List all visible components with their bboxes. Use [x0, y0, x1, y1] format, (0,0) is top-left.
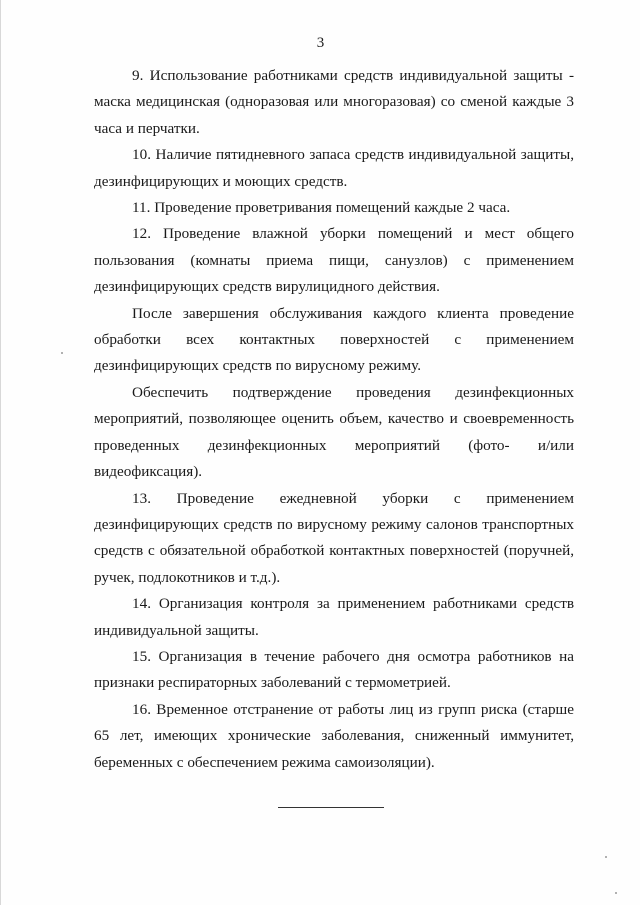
- paragraph-item-14: 14. Организация контроля за применением работниками средств индивидуальной защиты.: [94, 595, 574, 639]
- scan-speck: [615, 892, 617, 894]
- paragraph-after-service: После завершения обслуживания каждого клиента проведение обработки всех контактных поверхностей с применением дезинфицирующих средств по вирусному режиму.: [94, 304, 574, 375]
- scan-speck: [61, 352, 63, 354]
- paragraph-item-12: 12. Проведение влажной уборки помещений и мест общего пользования (комнаты приема пищи, санузлов) с применением дезинфицирующих средств вирулицидного действия.: [94, 225, 574, 296]
- scan-speck: [605, 856, 607, 858]
- paragraph-item-11: 11. Проведение проветривания помещений каждые 2 часа.: [132, 199, 511, 217]
- paragraph-item-9: 9. Использование работниками средств индивидуальной защиты - маска медицинская (одноразовая или многоразовая) со сменой каждые 3 часа и перчатки.: [94, 67, 574, 137]
- paragraph-item-13: 13. Проведение ежедневной уборки с применением дезинфицирующих средств по вирусному режиму салонов транспортных средств с обязательной обработкой контактных поверхностей (поручней, ручек, подлокотников и т.д.).: [94, 489, 574, 586]
- paragraph-item-16: 16. Временное отстранение от работы лиц из групп риска (старше 65 лет, имеющих хронические заболевания, сниженный иммунитет, беременных с обеспечением режима самоизоляции).: [94, 700, 574, 771]
- document-body: [94, 63, 574, 776]
- paragraph-confirmation: Обеспечить подтверждение проведения дезинфекционных мероприятий, позволяющее оценить объем, качество и своевременность проведенных дезинфекционных мероприятий (фото- и/или видеофиксация).: [94, 383, 574, 481]
- end-separator-line: [278, 807, 384, 808]
- paragraph-item-15: 15. Организация в течение рабочего дня осмотра работников на признаки респираторных заболеваний с термометрией.: [94, 647, 574, 692]
- paragraph-item-10: 10. Наличие пятидневного запаса средств индивидуальной защиты, дезинфицирующих и моющих средств.: [94, 146, 574, 190]
- page-number: 3: [316, 35, 325, 51]
